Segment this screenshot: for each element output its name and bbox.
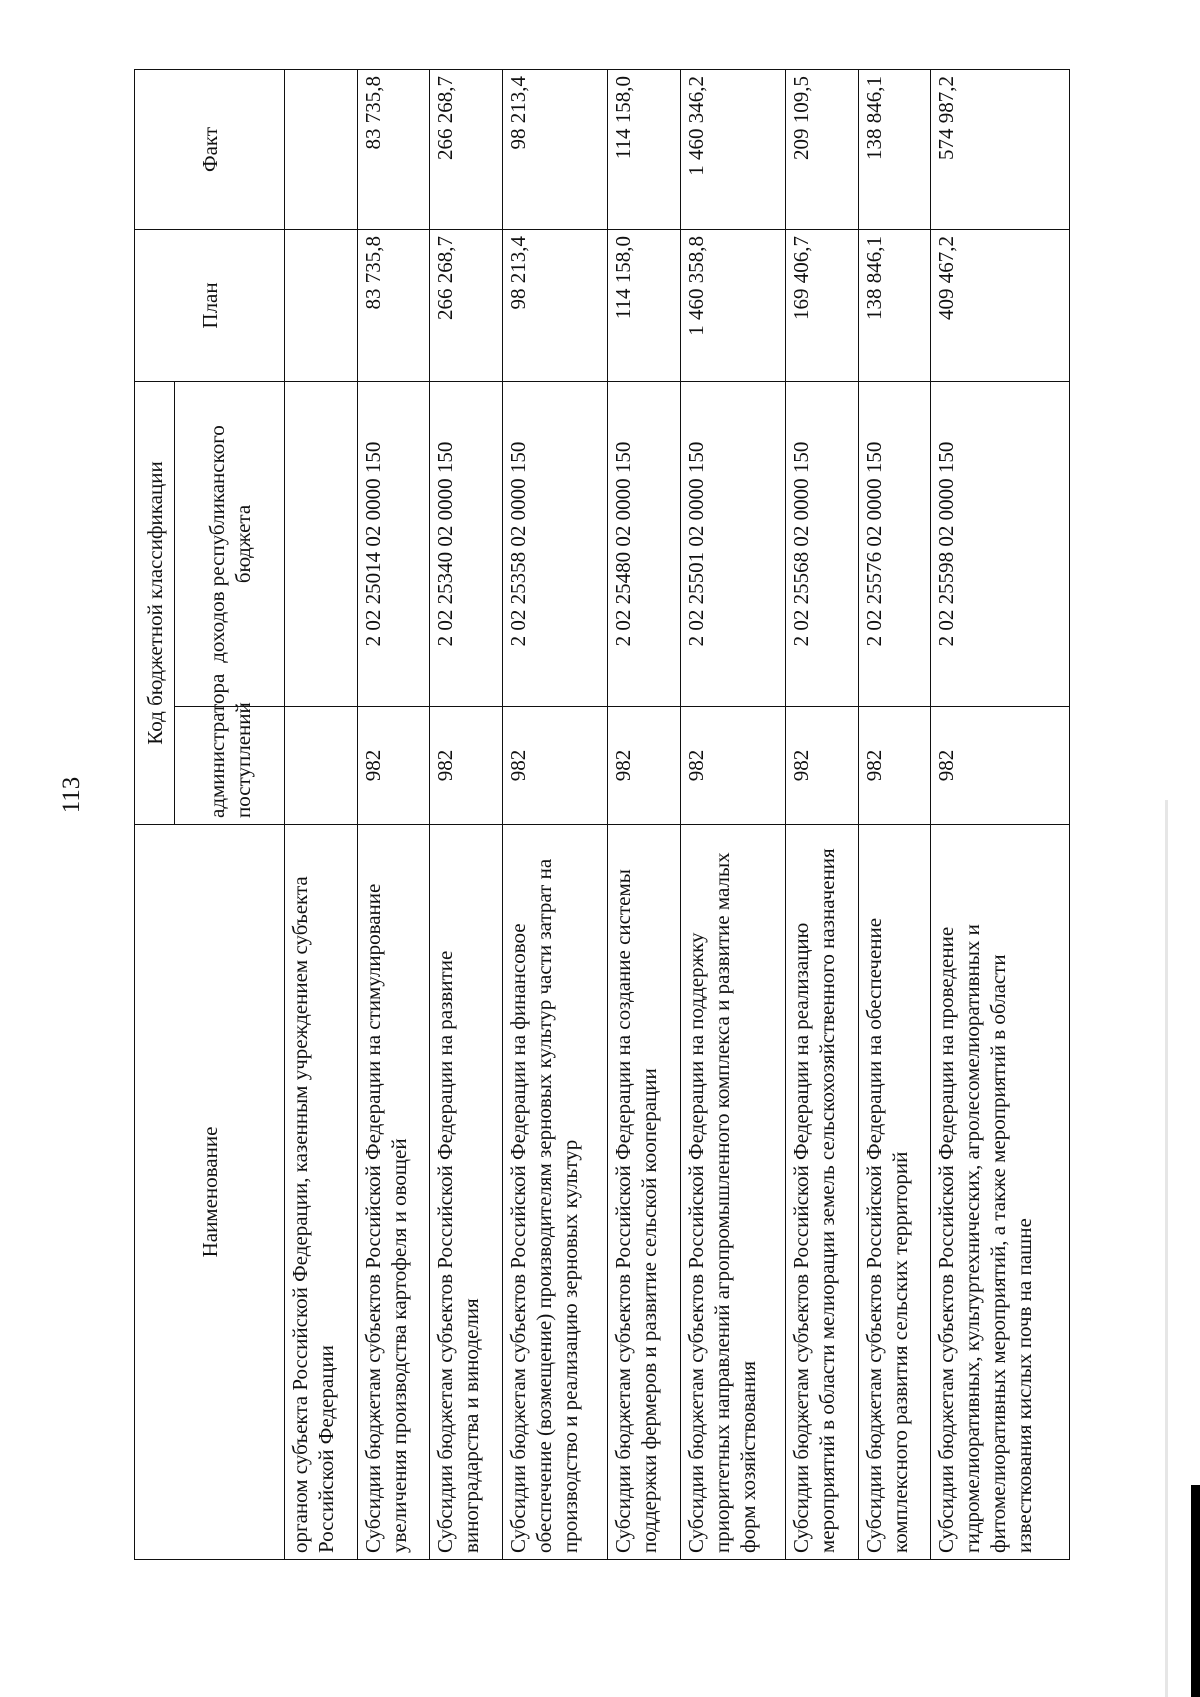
row-plan: 114 158,0 xyxy=(608,229,681,381)
row-plan xyxy=(285,229,358,381)
row-admin-code: 982 xyxy=(357,707,430,825)
row-admin-code: 982 xyxy=(502,707,608,825)
row-admin-code: 982 xyxy=(608,707,681,825)
row-plan: 409 467,2 xyxy=(931,229,1070,381)
table-row xyxy=(502,69,608,1559)
row-income-code: 2 02 25014 02 0000 150 xyxy=(357,381,430,706)
row-name: Субсидии бюджетам субъектов Российской Федерации на финансовое обеспечение (возмещение) производителям зерновых культур части затрат на производство и реализацию зерновых культур xyxy=(502,825,608,1560)
header-name: Наименование xyxy=(135,825,285,1560)
row-income-code: 2 02 25568 02 0000 150 xyxy=(786,381,859,706)
row-income-code xyxy=(285,381,358,706)
row-admin-code: 982 xyxy=(931,707,1070,825)
row-income-code: 2 02 25598 02 0000 150 xyxy=(931,381,1070,706)
row-name: Субсидии бюджетам субъектов Российской Федерации на поддержку приоритетных направлений агропромышленного комплекса и развитие малых форм хозяйствования xyxy=(680,825,786,1560)
row-admin-code: 982 xyxy=(786,707,859,825)
scan-edge-bar xyxy=(1191,1485,1200,1697)
row-admin-code xyxy=(285,707,358,825)
row-name: Субсидии бюджетам субъектов Российской Федерации на создание системы поддержки фермеров и развитие сельской кооперации xyxy=(608,825,681,1560)
row-fact: 138 846,1 xyxy=(858,69,931,229)
row-plan: 169 406,7 xyxy=(786,229,859,381)
row-income-code: 2 02 25501 02 0000 150 xyxy=(680,381,786,706)
row-plan: 266 268,7 xyxy=(430,229,503,381)
row-income-code: 2 02 25480 02 0000 150 xyxy=(608,381,681,706)
header-plan: План xyxy=(135,229,285,381)
table-row xyxy=(858,69,931,1559)
row-plan: 138 846,1 xyxy=(858,229,931,381)
row-income-code: 2 02 25340 02 0000 150 xyxy=(430,381,503,706)
row-fact: 1 460 346,2 xyxy=(680,69,786,229)
table-row xyxy=(608,69,681,1559)
rotated-page-content xyxy=(134,70,1070,1560)
page-number: 113 xyxy=(58,776,85,814)
header-fact: Факт xyxy=(135,69,285,229)
row-income-code: 2 02 25576 02 0000 150 xyxy=(858,381,931,706)
table-row xyxy=(680,69,786,1559)
row-income-code: 2 02 25358 02 0000 150 xyxy=(502,381,608,706)
row-admin-code: 982 xyxy=(858,707,931,825)
row-plan: 83 735,8 xyxy=(357,229,430,381)
scan-edge-line xyxy=(1165,800,1168,1697)
table-row xyxy=(786,69,859,1559)
row-fact: 574 987,2 xyxy=(931,69,1070,229)
header-row-top xyxy=(135,69,175,1559)
row-plan: 1 460 358,8 xyxy=(680,229,786,381)
row-admin-code: 982 xyxy=(680,707,786,825)
row-name: Субсидии бюджетам субъектов Российской Федерации на проведение гидромелиоративных, культуртехнических, агролесомелиоративных и фитомелиоративных мероприятий, а также мероприятий в области известкования кислых почв на пашне xyxy=(931,825,1070,1560)
row-fact: 114 158,0 xyxy=(608,69,681,229)
budget-table xyxy=(134,69,1070,1560)
header-income: доходов республиканского бюджета xyxy=(175,381,285,706)
row-plan: 98 213,4 xyxy=(502,229,608,381)
header-admin: администратора поступлений xyxy=(175,707,285,825)
table-row xyxy=(357,69,430,1559)
row-name: Субсидии бюджетам субъектов Российской Федерации на стимулирование увеличения производства картофеля и овощей xyxy=(357,825,430,1560)
header-code-group: Код бюджетной классификации xyxy=(135,381,175,824)
row-fact: 98 213,4 xyxy=(502,69,608,229)
row-fact xyxy=(285,69,358,229)
row-name: Субсидии бюджетам субъектов Российской Федерации на обеспечение комплексного развития сельских территорий xyxy=(858,825,931,1560)
row-name: Субсидии бюджетам субъектов Российской Федерации на реализацию мероприятий в области мелиорации земель сельскохозяйственного назначения xyxy=(786,825,859,1560)
table-row xyxy=(931,69,1070,1559)
row-admin-code: 982 xyxy=(430,707,503,825)
table-row xyxy=(285,69,358,1559)
row-fact: 209 109,5 xyxy=(786,69,859,229)
row-name: Субсидии бюджетам субъектов Российской Федерации на развитие виноградарства и виноделия xyxy=(430,825,503,1560)
row-fact: 83 735,8 xyxy=(357,69,430,229)
row-name: органом субъекта Российской Федерации, казенным учреждением субъекта Российской Федерации xyxy=(285,825,358,1560)
row-fact: 266 268,7 xyxy=(430,69,503,229)
table-row xyxy=(430,69,503,1559)
